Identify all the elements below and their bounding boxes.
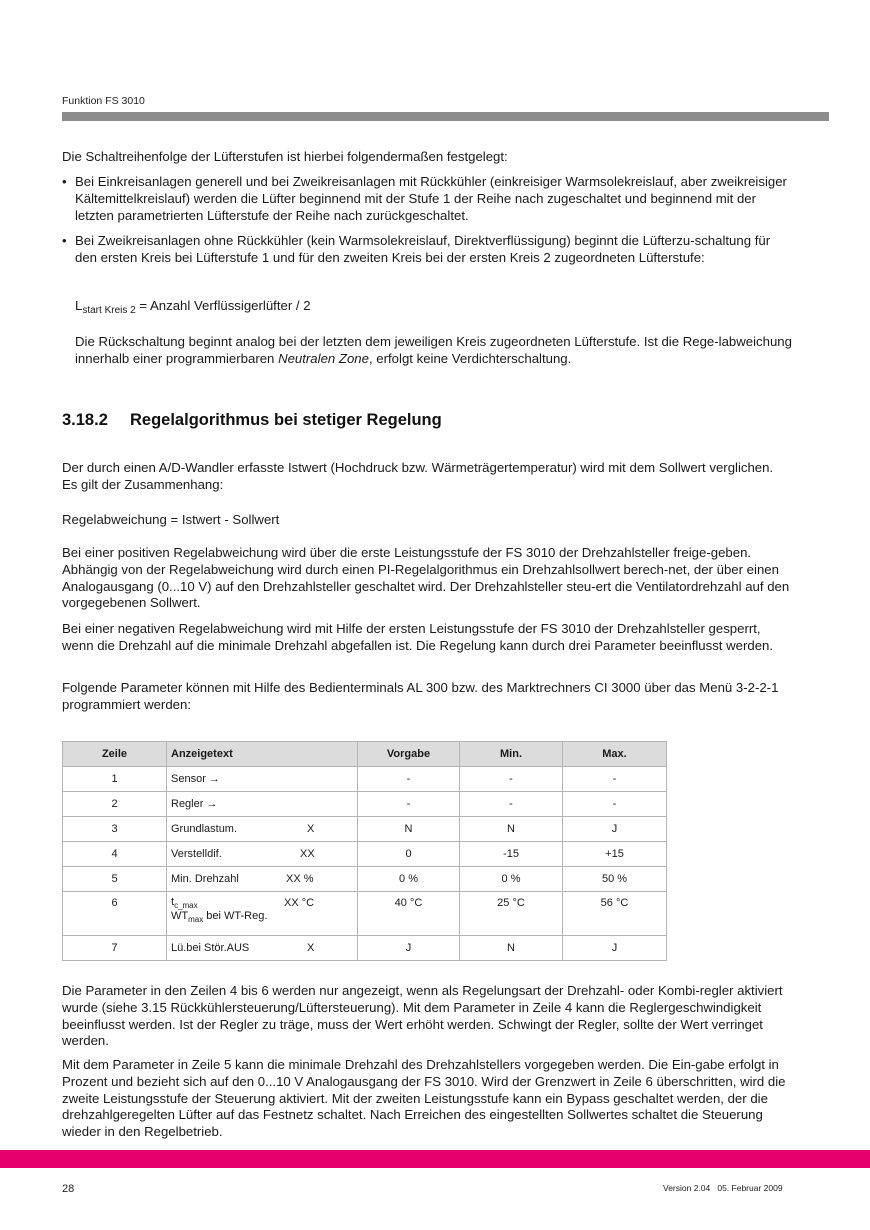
cell-anzeigetext — [167, 767, 358, 792]
regelabweichung-formula: Regelabweichung = Istwert - Sollwert — [62, 512, 280, 527]
tc-symbol: t — [171, 896, 175, 908]
display-unit: XX °C — [284, 897, 315, 909]
cell-max: - — [563, 792, 667, 817]
table-row — [63, 817, 667, 842]
section-number: 3.18.2 — [62, 411, 108, 429]
footer-accent-bar — [0, 1150, 870, 1168]
col-header-min: Min. — [460, 742, 563, 767]
zeile5-paragraph: Mit dem Parameter in Zeile 5 kann die minimale Drehzahl des Drehzahlstellers vorgegeben werden. Die Ein-gabe erfolgt in Prozent und bezieht sich auf den 0...10 V Analogausgang der FS 3010. Wird der Grenzwert in Zeile 6 überschritten, wird die zweite Leistungsstufe der Steuerung aktiviert. Mit der zweiten Leistungsstufe kann ein Bypass geschaltet werden, der die drehzahlgeregelten Lüfter auf das Festnetz schaltet. Nach Erreichen des eingestellten Sollwertes schaltet die Steuerung wieder in den Regelbetrieb. — [62, 1057, 786, 1140]
wt-symbol: WT — [171, 910, 189, 922]
display-text: Lü.bei Stör.AUS — [171, 942, 250, 954]
cell-max: 50 % — [563, 867, 667, 892]
bullet-item — [62, 233, 792, 267]
wt-subscript: max — [188, 915, 204, 924]
running-header-title: Funktion FS 3010 — [62, 95, 145, 107]
rueckschaltung-paragraph — [75, 334, 792, 368]
col-header-max: Max. — [563, 742, 667, 767]
table-row — [63, 792, 667, 817]
page-number: 28 — [62, 1183, 75, 1195]
cell-min: N — [460, 936, 563, 961]
parameters-intro-paragraph: Folgende Parameter können mit Hilfe des Bedienterminals AL 300 bzw. des Marktrechners CI 3000 über das Menü 3-2-2-1 programmiert werden: — [62, 680, 779, 712]
cell-min: N — [460, 817, 563, 842]
table-row — [63, 936, 667, 961]
display-unit: XX % — [286, 873, 314, 885]
istwert-paragraph: Der durch einen A/D-Wandler erfasste Istwert (Hochdruck bzw. Wärmeträgertemperatur) wird mit dem Sollwert verglichen. Es gilt der Zusammenhang: — [62, 460, 774, 492]
bullet-text: Bei Einkreisanlagen generell und bei Zweikreisanlagen mit Rückkühler (einkreisiger Warmsolekreislauf, aber zweikreisiger Kältemittelkreislauf) werden die Lüfter beginnend mit der Stufe 1 der Reihe nach zugeschaltet und beginnend mit der letzten parametrierten Lüfterstufe der Reihe nach zurückgeschaltet. — [75, 174, 787, 223]
formula-rest: = Anzahl Verflüssigerlüfter / 2 — [135, 298, 311, 313]
formula-kreis2 — [75, 298, 792, 320]
cell-min: - — [460, 792, 563, 817]
cell-max: - — [563, 767, 667, 792]
col-header-zeile: Zeile — [63, 742, 167, 767]
table-row — [63, 842, 667, 867]
cell-zeile: 5 — [63, 867, 167, 892]
formula-subscript: start Kreis 2 — [82, 305, 136, 316]
header-divider-bar — [62, 112, 829, 121]
display-unit: X — [307, 823, 315, 835]
cell-vorgabe: J — [358, 936, 460, 961]
section-title: Regelalgorithmus bei stetiger Regelung — [130, 411, 442, 429]
display-text: Sensor → — [171, 773, 220, 785]
display-unit: XX — [300, 848, 315, 860]
cell-anzeigetext — [167, 867, 358, 892]
cell-anzeigetext — [167, 792, 358, 817]
cell-vorgabe: 0 % — [358, 867, 460, 892]
cell-max: 56 °C — [563, 892, 667, 936]
table-row — [63, 867, 667, 892]
negative-deviation-paragraph: Bei einer negativen Regelabweichung wird mit Hilfe der ersten Leistungsstufe der FS 3010 der Drehzahlsteller gesperrt, wenn die Drehzahl auf die minimale Drehzahl abgefallen ist. Die Regelung kann durch drei Parameter beeinflusst werden. — [62, 621, 774, 653]
cell-zeile: 2 — [63, 792, 167, 817]
display-text-line2 — [171, 911, 357, 925]
display-text: Regler → — [171, 798, 218, 810]
display-text: Grundlastum. — [171, 823, 238, 835]
cell-vorgabe: N — [358, 817, 460, 842]
cell-vorgabe: 0 — [358, 842, 460, 867]
bullet-text: Bei Zweikreisanlagen ohne Rückkühler (kein Warmsolekreislauf, Direktverflüssigung) beginnt die Lüfterzu-schaltung für den ersten Kreis bei Lüfterstufe 1 und für den zweiten Kreis bei der ersten Kreis 2 zugeordneten Lüfterstufe: — [75, 233, 771, 265]
display-text: Verstelldif. — [171, 848, 222, 860]
cell-anzeigetext — [167, 842, 358, 867]
bullet-icon: • — [62, 233, 67, 248]
cell-anzeigetext — [167, 892, 358, 936]
cell-zeile: 4 — [63, 842, 167, 867]
cell-vorgabe: 40 °C — [358, 892, 460, 936]
parameter-table — [62, 741, 667, 961]
table-header-row — [63, 742, 667, 767]
cell-min: -15 — [460, 842, 563, 867]
tc-subscript: c_max — [174, 901, 198, 910]
cell-anzeigetext — [167, 936, 358, 961]
cell-vorgabe: - — [358, 792, 460, 817]
bullet-icon: • — [62, 174, 67, 189]
bullet-item — [62, 174, 792, 224]
positive-deviation-paragraph: Bei einer positiven Regelabweichung wird über die erste Leistungsstufe der FS 3010 der Drehzahlsteller freige-geben. Abhängig von der Regelabweichung wird durch einen PI-Regelalgorithmus ein Drehzahlsollwert berech-net, der über einen Analogausgang (0...10 V) auf den Drehzahlsteller geschaltet wird. Der Drehzahlsteller steu-ert die Ventilatordrehzahl auf den vorgegebenen Sollwert. — [62, 545, 790, 611]
rueckschaltung-text-end: , erfolgt keine Verdichterschaltung. — [368, 350, 572, 366]
zeilen-paragraph: Die Parameter in den Zeilen 4 bis 6 werden nur angezeigt, wenn als Regelungsart der Drehzahl- oder Kombi-regler aktiviert wurde (siehe 3.15 Rückkühlersteuerung/Lüftersteuerung). Mit dem Parameter in Zeile 4 kann die Reglergeschwindigkeit beeinflusst werden. Ist der Regler zu träge, muss der Wert erhöht werden. Schwingt der Regler, sollte der Wert verringet werden. — [62, 983, 783, 1049]
display-unit: X — [307, 942, 315, 954]
section-heading — [62, 411, 442, 430]
cell-zeile: 6 — [63, 892, 167, 936]
cell-max: J — [563, 817, 667, 842]
col-header-anzeigetext: Anzeigetext — [167, 742, 358, 767]
rueckschaltung-text: Die Rückschaltung beginnt analog bei der letzten dem jeweiligen Kreis zugeordneten Lüfterstufe. Ist die Rege-labweichung innerhalb einer programmierbaren — [75, 334, 792, 366]
version-date: Version 2.04 05. Februar 2009 — [663, 1183, 783, 1193]
formula-symbol: L — [75, 298, 83, 313]
cell-min: - — [460, 767, 563, 792]
table-row — [63, 767, 667, 792]
display-text-line1 — [171, 897, 357, 911]
table-row — [63, 892, 667, 936]
cell-min: 0 % — [460, 867, 563, 892]
cell-zeile: 1 — [63, 767, 167, 792]
wt-rest: bei WT-Reg. — [203, 910, 268, 922]
display-text: Min. Drehzahl — [171, 873, 239, 885]
cell-anzeigetext — [167, 817, 358, 842]
cell-zeile: 3 — [63, 817, 167, 842]
cell-zeile: 7 — [63, 936, 167, 961]
cell-min: 25 °C — [460, 892, 563, 936]
cell-max: +15 — [563, 842, 667, 867]
neutral-zone-term: Neutralen Zone — [278, 350, 369, 366]
cell-vorgabe: - — [358, 767, 460, 792]
cell-max: J — [563, 936, 667, 961]
intro-paragraph: Die Schaltreihenfolge der Lüfterstufen ist hierbei folgendermaßen festgelegt: — [62, 149, 508, 164]
col-header-vorgabe: Vorgabe — [358, 742, 460, 767]
display-text-multiline — [171, 897, 357, 925]
